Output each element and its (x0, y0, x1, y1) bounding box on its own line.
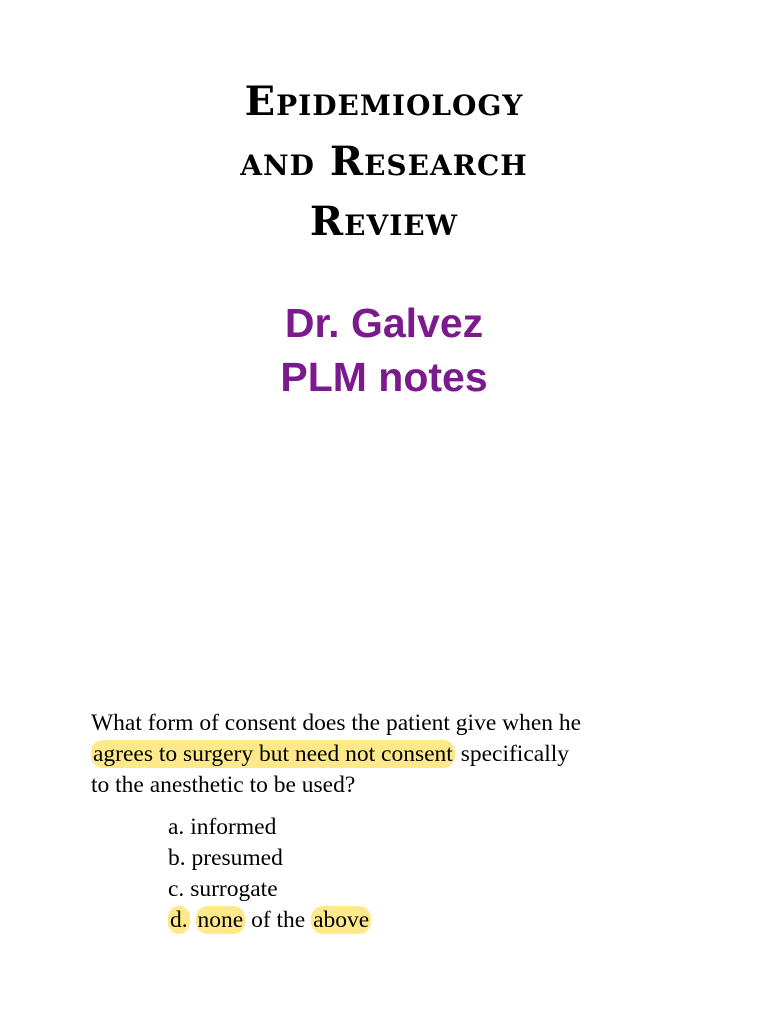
option-text: presumed (191, 845, 283, 871)
option-letter-highlighted: d. (170, 907, 188, 933)
highlighted-none: none (197, 907, 244, 933)
option-letter: c. (168, 876, 185, 902)
title (0, 72, 768, 252)
option-letter: b. (168, 845, 186, 871)
option-letter: a. (168, 814, 185, 840)
question-line-3: to the anesthetic to be used? (91, 772, 356, 798)
option-a (168, 812, 371, 843)
option-b (168, 843, 371, 874)
option-text-middle: of the (245, 907, 312, 933)
option-text: surrogate (190, 876, 278, 902)
highlighted-above: above (313, 907, 370, 933)
option-c (168, 874, 371, 905)
option-d (168, 905, 371, 936)
answer-options (168, 812, 371, 936)
question-line-2 (91, 739, 731, 770)
question-line-2-rest: specifically (454, 741, 569, 767)
title-line-3: Review (309, 198, 459, 245)
author-subtitle: PLM notes (280, 354, 488, 400)
title-line-2: and Research (240, 138, 528, 185)
author-info (0, 296, 768, 404)
highlighted-phrase: agrees to surgery but need not consent (93, 741, 453, 767)
author-name: Dr. Galvez (284, 300, 484, 346)
title-line-1: Epidemiology (244, 78, 524, 125)
question-text (91, 708, 731, 801)
option-text: informed (190, 814, 277, 840)
question-line-1: What form of consent does the patient give when he (91, 710, 582, 736)
